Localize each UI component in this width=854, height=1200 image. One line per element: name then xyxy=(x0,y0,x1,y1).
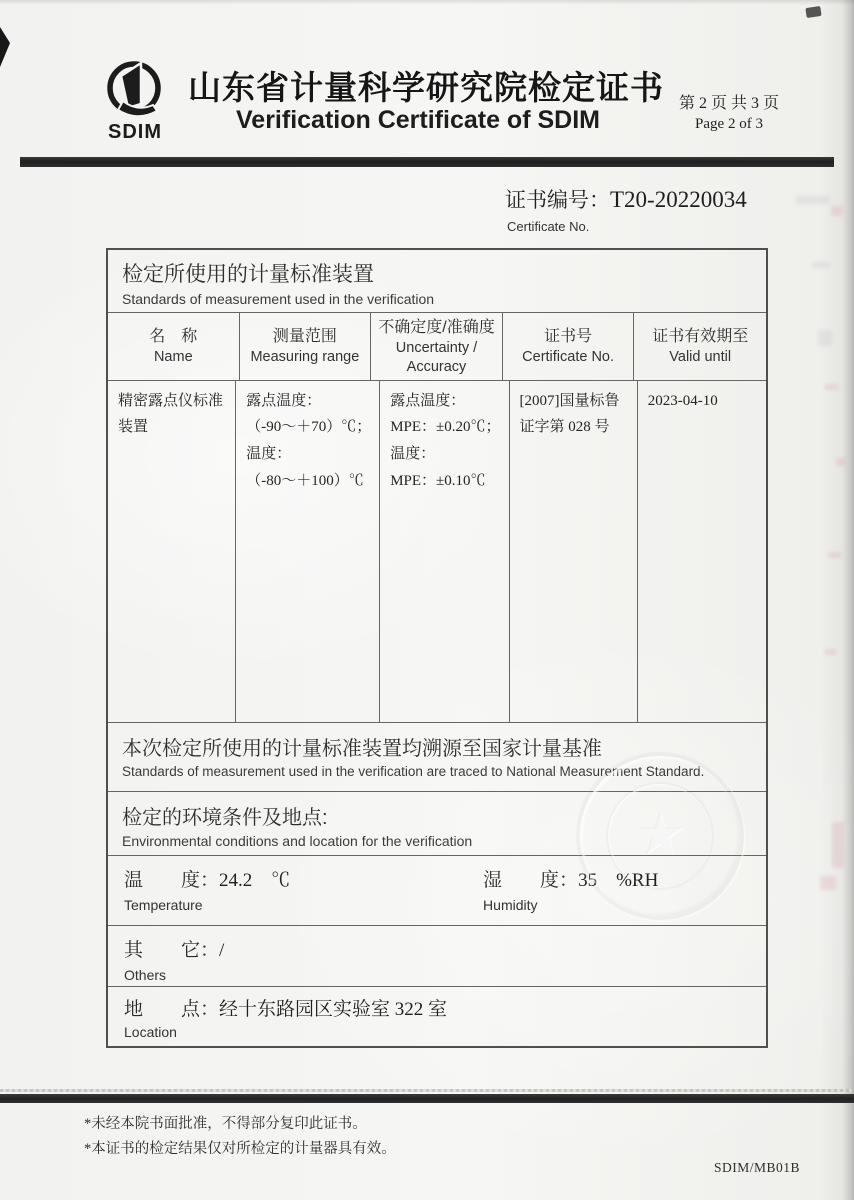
page-title-en: Verification Certificate of SDIM xyxy=(236,106,600,134)
certificate-number-label: 证书编号： xyxy=(505,188,610,212)
cell-uncertainty: 露点温度： MPE：±0.20℃； 温度： MPE：±0.10℃ xyxy=(380,381,509,722)
certificate-number-block xyxy=(505,184,747,234)
humidity-label: 湿 度： xyxy=(483,869,579,891)
others-field xyxy=(124,935,224,983)
traceability-cn: 本次检定所使用的计量标准装置均溯源至国家计量基准 xyxy=(122,737,602,760)
certificate-number-label-en: Certificate No. xyxy=(507,219,590,234)
standards-table-header xyxy=(108,313,766,381)
certificate-number xyxy=(505,184,747,214)
scan-artifact-topright xyxy=(805,6,821,18)
footer-rule-light xyxy=(0,1089,854,1092)
standards-title-en: Standards of measurement used in the verification xyxy=(122,291,435,307)
sdim-logo xyxy=(98,60,172,144)
col-header-name: 名 称 Name xyxy=(108,313,240,380)
humidity-field xyxy=(483,865,658,913)
scan-artifact-pink xyxy=(832,822,844,868)
col-header-range: 测量范围 Measuring range xyxy=(240,313,372,380)
location-label-en: Location xyxy=(124,1024,177,1041)
col-header-uncertainty: 不确定度/准确度 Uncertainty / Accuracy xyxy=(371,313,503,380)
scan-artifact-pink xyxy=(831,206,843,216)
table-row xyxy=(108,381,766,722)
environment-section-header xyxy=(108,791,766,855)
temperature-label: 温 度： xyxy=(124,869,220,891)
traceability-en: Standards of measurement used in the verification are traced to National Measurement Standard. xyxy=(122,763,705,779)
footer-rule xyxy=(0,1094,854,1103)
form-code: SDIM/MB01B xyxy=(714,1160,801,1175)
col-header-validuntil: 证书有效期至 Valid until xyxy=(652,327,749,366)
scan-artifact-pink xyxy=(824,649,836,655)
location-field xyxy=(124,994,447,1040)
scan-artifact-pink xyxy=(820,876,836,890)
scan-artifact-bleed xyxy=(796,196,830,204)
environment-title-en: Environmental conditions and location for the verification xyxy=(122,833,473,850)
logo-text: SDIM xyxy=(108,121,162,143)
scan-artifact-pink xyxy=(836,458,846,466)
humidity-value: 35 %RH xyxy=(578,869,659,891)
location-label: 地 点： xyxy=(124,999,220,1021)
cell-device-name: 精密露点仪标准装置 xyxy=(108,381,236,722)
cell-valid-until: 2023-04-10 xyxy=(647,392,718,409)
temperature-field xyxy=(124,865,290,913)
humidity-label-en: Humidity xyxy=(483,896,538,913)
cell-measuring-range: 露点温度： （-90～＋70）℃； 温度： （-80～＋100）℃ xyxy=(236,381,380,722)
page-number-en: Page 2 of 3 xyxy=(695,116,763,132)
others-row xyxy=(108,925,766,987)
standards-table xyxy=(108,312,766,722)
scan-artifact-pink xyxy=(824,384,838,390)
footnote-2: *本证书的检定结果仅对所检定的计量器具有效。 xyxy=(84,1140,396,1157)
header-rule xyxy=(20,157,834,167)
location-value: 经十东路园区实验室 322 室 xyxy=(219,999,448,1021)
others-label-en: Others xyxy=(124,966,167,983)
standards-title-cn: 检定所使用的计量标准装置 xyxy=(122,263,374,286)
temperature-label-en: Temperature xyxy=(124,896,203,913)
col-header-certno: 证书号 Certificate No. xyxy=(503,313,635,380)
standards-section-header xyxy=(108,250,766,312)
footnotes xyxy=(84,1112,396,1162)
scan-artifact-pink xyxy=(828,552,841,558)
scan-artifact-bleed xyxy=(818,330,832,346)
scan-artifact-corner xyxy=(0,27,10,67)
page-number-cn: 第 2 页 共 3 页 xyxy=(678,95,779,112)
cell-certificate-no: [2007]国量标鲁证字第 028 号 xyxy=(510,381,638,722)
page-title-cn: 山东省计量科学研究院检定证书 xyxy=(188,71,664,107)
certificate-number-value: T20-20220034 xyxy=(610,187,747,212)
environment-title-cn: 检定的环境条件及地点: xyxy=(122,807,328,830)
temperature-humidity-row xyxy=(108,855,766,925)
sdim-logo-icon xyxy=(103,60,167,118)
traceability-section xyxy=(108,722,766,792)
footnote-1: *未经本院书面批准，不得部分复印此证书。 xyxy=(84,1116,367,1132)
page-number xyxy=(664,90,794,133)
others-value: / xyxy=(219,939,225,961)
scan-edge-shadow xyxy=(842,0,854,1200)
content-box xyxy=(106,248,768,1048)
scan-artifact-bleed xyxy=(812,262,830,268)
others-label: 其 它： xyxy=(124,939,220,961)
scan-top-shadow xyxy=(0,0,854,5)
location-row xyxy=(108,986,766,1046)
temperature-value: 24.2 ℃ xyxy=(219,869,291,891)
